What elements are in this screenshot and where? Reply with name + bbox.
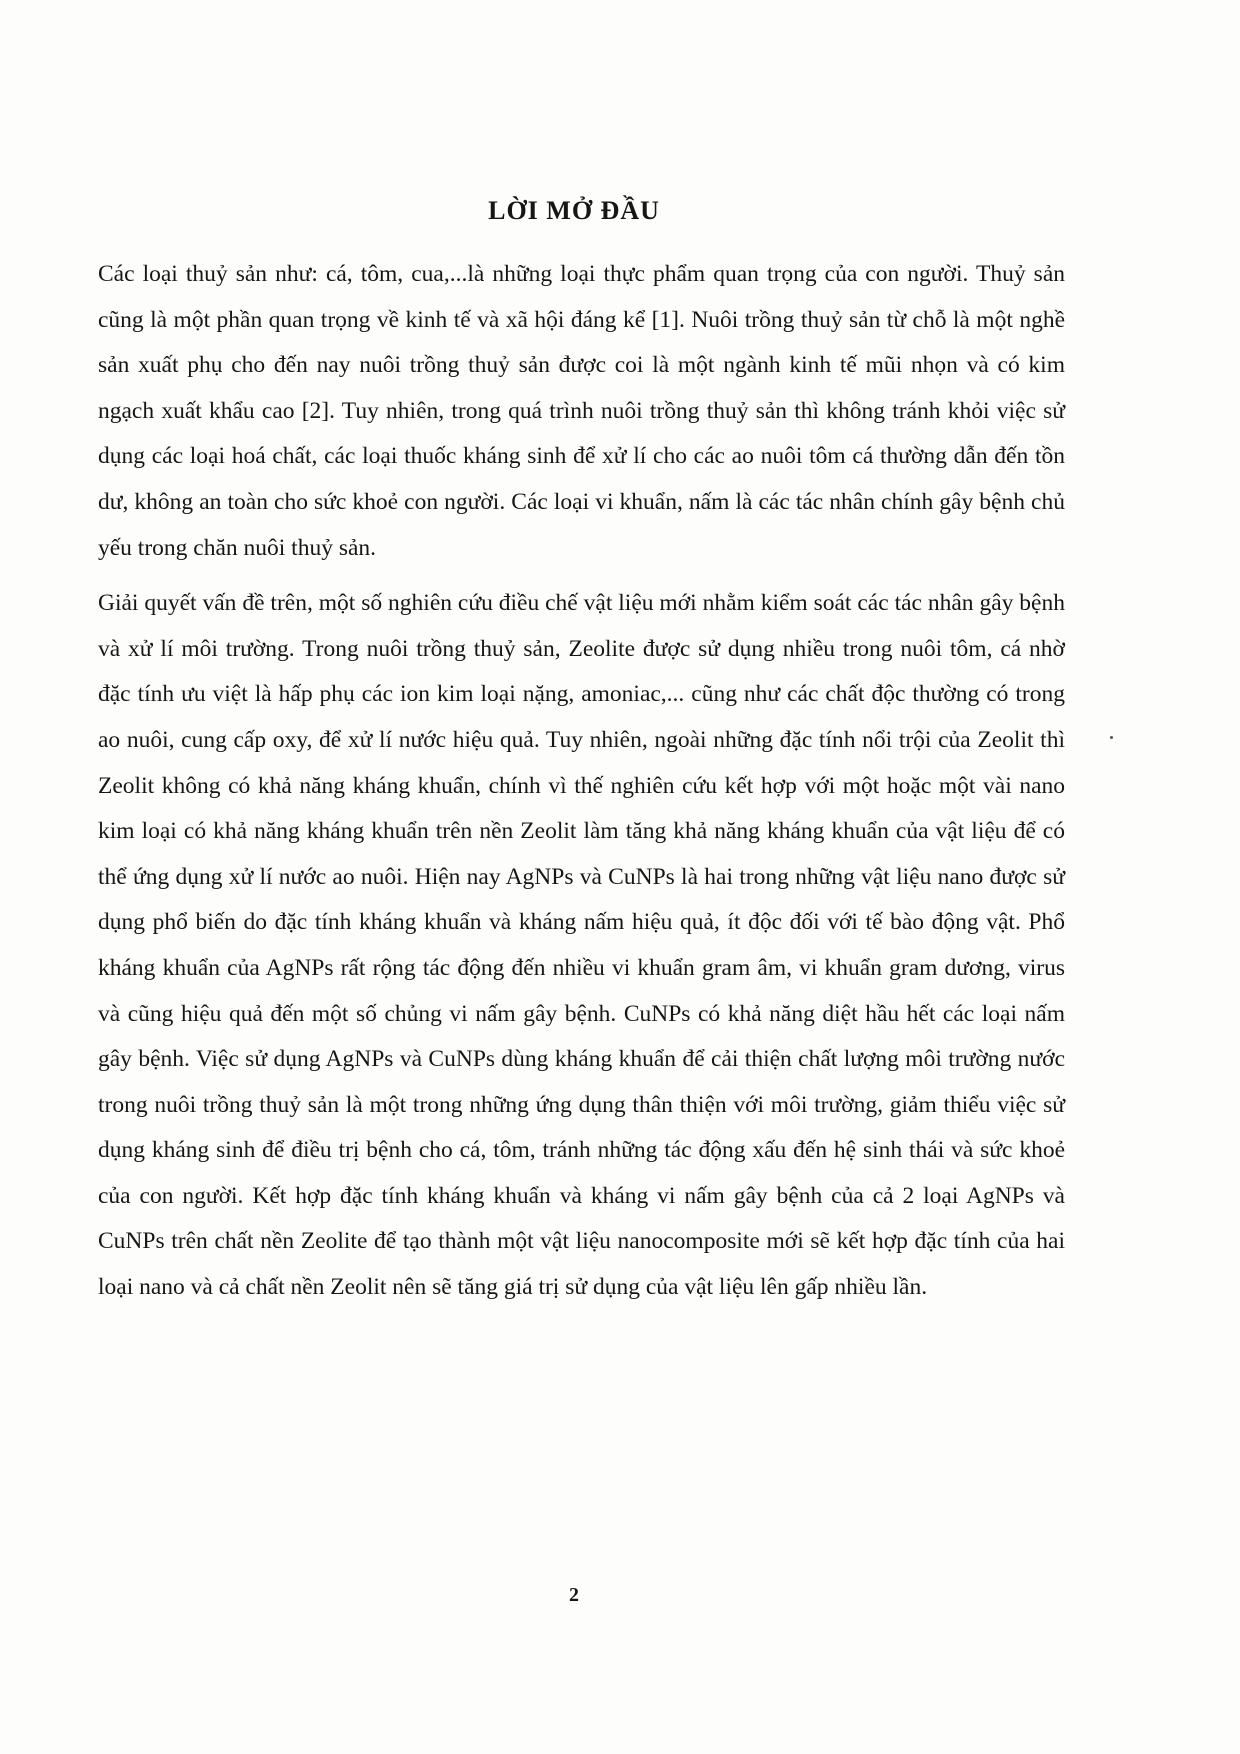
page-number: 2: [569, 1584, 579, 1606]
body-text: [98, 252, 1065, 1311]
scan-speck: [1110, 736, 1113, 739]
paragraph-2: Giải quyết vấn đề trên, một số nghiên cứu điều chế vật liệu mới nhằm kiểm soát các tác nhân gây bệnh và xử lí môi trường. Trong nuôi trồng thuỷ sản, Zeolite được sử dụng nhiều trong nuôi tôm, cá nhờ đặc tính ưu việt là hấp phụ các ion kim loại nặng, amoniac,... cũng như các chất độc thường có trong ao nuôi, cung cấp oxy, để xử lí nước hiệu quả. Tuy nhiên, ngoài những đặc tính nổi trội của Zeolit thì Zeolit không có khả năng kháng khuẩn, chính vì thế nghiên cứu kết hợp với một hoặc một vài nano kim loại có khả năng kháng khuẩn trên nền Zeolit làm tăng khả năng kháng khuẩn của vật liệu để có thể ứng dụng xử lí nước ao nuôi. Hiện nay AgNPs và CuNPs là hai trong những vật liệu nano được sử dụng phổ biến do đặc tính kháng khuẩn và kháng nấm hiệu quả, ít độc đối với tế bào động vật. Phổ kháng khuẩn của AgNPs rất rộng tác động đến nhiều vi khuẩn gram âm, vi khuẩn gram dương, virus và cũng hiệu quả đến một số chủng vi nấm gây bệnh. CuNPs có khả năng diệt hầu hết các loại nấm gây bệnh. Việc sử dụng AgNPs và CuNPs dùng kháng khuẩn để cải thiện chất lượng môi trường nước trong nuôi trồng thuỷ sản là một trong những ứng dụng thân thiện với môi trường, giảm thiểu việc sử dụng kháng sinh để điều trị bệnh cho cá, tôm, tránh những tác động xấu đến hệ sinh thái và sức khoẻ của con người. Kết hợp đặc tính kháng khuẩn và kháng vi nấm gây bệnh của cả 2 loại AgNPs và CuNPs trên chất nền Zeolite để tạo thành một vật liệu nanocomposite mới sẽ kết hợp đặc tính của hai loại nano và cả chất nền Zeolit nên sẽ tăng giá trị sử dụng của vật liệu lên gấp nhiều lần.: [98, 590, 1065, 1301]
page-title: LỜI MỞ ĐẦU: [488, 196, 660, 225]
paragraph-1: Các loại thuỷ sản như: cá, tôm, cua,...là những loại thực phẩm quan trọng của con người. Thuỷ sản cũng là một phần quan trọng về kinh tế và xã hội đáng kể [1]. Nuôi trồng thuỷ sản từ chỗ là một nghề sản xuất phụ cho đến nay nuôi trồng thuỷ sản được coi là một ngành kinh tế mũi nhọn và có kim ngạch xuất khẩu cao [2]. Tuy nhiên, trong quá trình nuôi trồng thuỷ sản thì không tránh khỏi việc sử dụng các loại hoá chất, các loại thuốc kháng sinh để xử lí cho các ao nuôi tôm cá thường dẫn đến tồn dư, không an toàn cho sức khoẻ con người. Các loại vi khuẩn, nấm là các tác nhân chính gây bệnh chủ yếu trong chăn nuôi thuỷ sản.: [98, 261, 1065, 561]
